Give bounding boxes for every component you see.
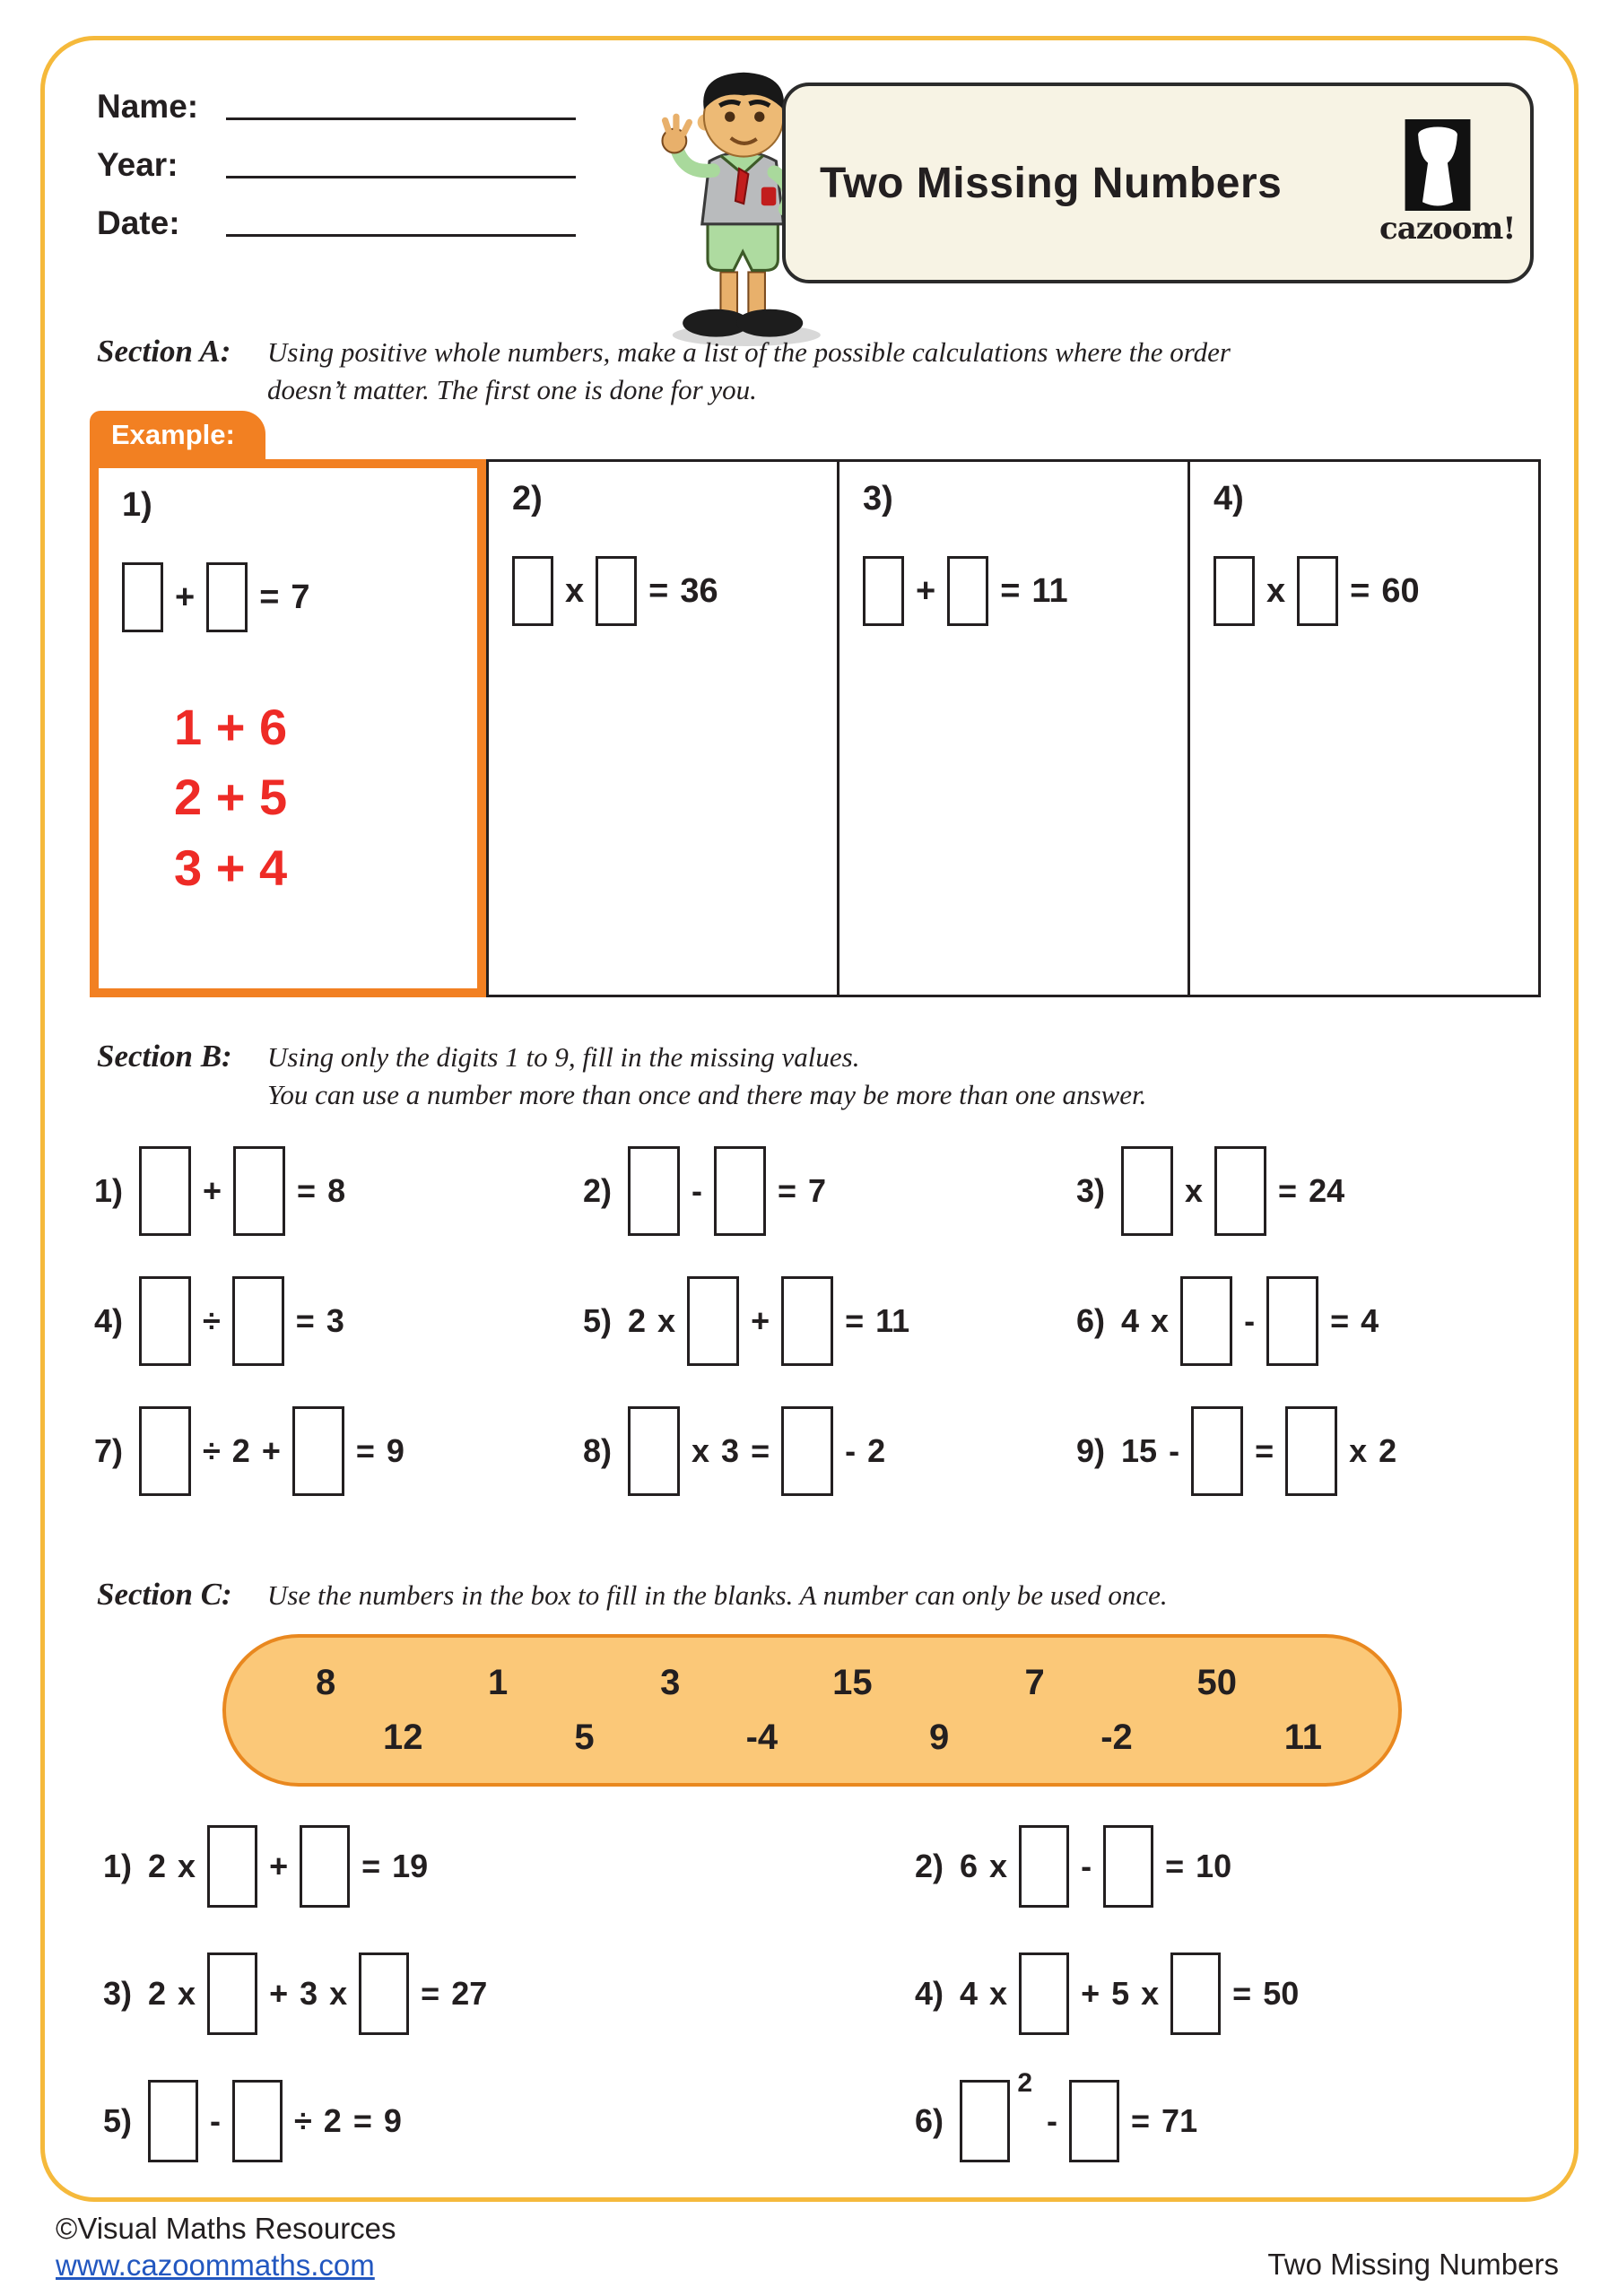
equation [1121, 1276, 1379, 1366]
logo-wordmark: cazoom! [1379, 211, 1516, 247]
answer-box[interactable] [1103, 1825, 1153, 1908]
answer-box[interactable] [292, 1406, 344, 1496]
section-c-instruction-line1: Use the numbers in the box to fill in the blanks. A number can only be used once. [267, 1579, 1168, 1611]
problem-number: 3) [1076, 1172, 1106, 1209]
section-b-label: Section B: [97, 1039, 232, 1074]
answer-box[interactable] [1170, 1952, 1221, 2035]
equation-text: = [1255, 1432, 1274, 1469]
equation-text: x [989, 1975, 1008, 2012]
equation-text: - [845, 1432, 857, 1469]
equation-text: 27 [451, 1975, 488, 2012]
answer-box[interactable] [1019, 1825, 1069, 1908]
equation-text: = [778, 1172, 797, 1209]
section-c-problems [103, 1825, 1543, 2162]
equation-text: + [203, 1172, 222, 1209]
problem-item [915, 2068, 1543, 2162]
answer-box[interactable] [232, 1276, 284, 1366]
equation-text: = [1131, 2102, 1151, 2139]
equation [628, 1276, 909, 1366]
answer-box[interactable] [1214, 556, 1255, 626]
equation-text: + [1081, 1975, 1100, 2012]
answer-box[interactable] [1266, 1276, 1318, 1366]
equation-text: - [692, 1172, 703, 1209]
section-b-heading [97, 1039, 1146, 1114]
equation-text: 15 [1121, 1432, 1158, 1469]
equation-text: 3 [326, 1302, 344, 1339]
equation-text: 36 [680, 571, 718, 610]
equation-text: - [210, 2102, 222, 2139]
djembe-drum-icon [1405, 119, 1471, 211]
answer-box[interactable] [781, 1406, 833, 1496]
equation-text: = [355, 1432, 375, 1469]
equation-text: 2 [148, 1848, 167, 1884]
answer-box[interactable] [122, 562, 163, 632]
problem-item [583, 1146, 1076, 1236]
year-field-row [97, 141, 576, 184]
equation-text: - [1244, 1302, 1256, 1339]
answer-box[interactable] [1214, 1146, 1266, 1236]
answer-box[interactable] [139, 1146, 191, 1236]
problem-item [583, 1406, 1076, 1496]
problem-item [1076, 1406, 1538, 1496]
equation [1121, 1406, 1396, 1496]
equation [148, 1825, 428, 1908]
answer-box[interactable] [960, 2068, 1033, 2162]
copyright-text: ©Visual Maths Resources [56, 2212, 396, 2245]
equation-text: = [297, 1172, 317, 1209]
name-field-row [97, 83, 576, 126]
equation-text: = [648, 571, 669, 610]
equation-text: 2 [148, 1975, 167, 2012]
answer-box[interactable] [1019, 1952, 1069, 2035]
page-title: Two Missing Numbers [820, 159, 1283, 207]
problem-number: 2) [512, 480, 543, 517]
name-label: Name: [97, 88, 199, 125]
problem-number: 6) [1076, 1302, 1106, 1339]
problem-item [94, 1406, 583, 1496]
title-box [782, 83, 1534, 283]
answer-box[interactable] [687, 1276, 739, 1366]
example-answers [122, 692, 454, 903]
equation [1214, 556, 1420, 626]
equation-text: 3 [300, 1975, 318, 2012]
section-b-instructions [267, 1039, 1146, 1114]
equation-text: 4 [960, 1975, 979, 2012]
equation-text: 24 [1309, 1172, 1345, 1209]
problem-number: 6) [915, 2102, 944, 2139]
example-tab: Example: [90, 411, 265, 461]
answer-box[interactable] [232, 2080, 283, 2162]
answer-box[interactable] [206, 562, 248, 632]
equation-text: + [269, 1848, 289, 1884]
equation-text: + [175, 578, 196, 616]
equation-text: = [421, 1975, 440, 2012]
section-b-instruction-line2: You can use a number more than once and there may be more than one answer. [267, 1078, 1147, 1110]
year-input-line[interactable] [226, 176, 576, 178]
problem-number: 8) [583, 1432, 613, 1469]
answer-box[interactable] [139, 1276, 191, 1366]
problem-item [103, 2080, 915, 2162]
equation-text: 4 [1361, 1302, 1379, 1339]
problem-number: 7) [94, 1432, 124, 1469]
equation-text: - [1081, 1848, 1092, 1884]
equation [628, 1146, 826, 1236]
answer-box[interactable] [1191, 1406, 1243, 1496]
problem-item [583, 1276, 1076, 1366]
section-c-instructions [267, 1577, 1168, 1614]
equation-text: ÷ [294, 2102, 312, 2139]
equation-text: x [1266, 571, 1286, 610]
number-bank [222, 1634, 1402, 1787]
equation [122, 562, 310, 632]
problem-number: 5) [583, 1302, 613, 1339]
problem-number: 1) [122, 486, 152, 524]
equation-text: x [329, 1975, 348, 2012]
section-b-instruction-line1: Using only the digits 1 to 9, fill in the missing values. [267, 1041, 860, 1073]
equation-text: = [1165, 1848, 1185, 1884]
equation-text: = [295, 1302, 315, 1339]
equation [139, 1276, 344, 1366]
equation-text: = [352, 2102, 372, 2139]
section-a-label: Section A: [97, 334, 231, 369]
equation-text: = [259, 578, 280, 616]
equation-text: + [916, 571, 936, 610]
equation-text: x [1185, 1172, 1204, 1209]
equation [628, 1406, 885, 1496]
equation-text: x [1141, 1975, 1160, 2012]
equation-text: = [751, 1432, 770, 1469]
answer-box[interactable] [628, 1146, 680, 1236]
equation-text: 3 [721, 1432, 740, 1469]
date-field-row [97, 199, 576, 242]
equation [960, 1825, 1231, 1908]
equation-text: 8 [327, 1172, 346, 1209]
year-label: Year: [97, 146, 178, 183]
exponent-label: 2 [1017, 2068, 1033, 2098]
section-c-heading [97, 1577, 1168, 1614]
answer-box[interactable] [207, 1952, 257, 2035]
example-problem-cell [90, 459, 486, 997]
number-option: -2 [1100, 1718, 1133, 1757]
equation-text: 5 [1111, 1975, 1130, 2012]
section-c-label: Section C: [97, 1577, 232, 1612]
equation-text: = [1330, 1302, 1350, 1339]
equation [139, 1406, 404, 1496]
equation-text: 71 [1161, 2102, 1198, 2139]
equation-text: 11 [875, 1302, 910, 1339]
footer-credits [56, 2210, 396, 2284]
equation [960, 2068, 1198, 2162]
number-bank-row2 [289, 1718, 1335, 1758]
problem-cell [1187, 459, 1541, 997]
problem-number: 1) [94, 1172, 124, 1209]
equation-text: 10 [1196, 1848, 1232, 1884]
example-answer: 3 + 4 [174, 839, 288, 896]
problem-number: 4) [915, 1975, 944, 2012]
answer-box[interactable] [1180, 1276, 1232, 1366]
problem-number: 9) [1076, 1432, 1106, 1469]
equation-text: x [178, 1975, 196, 2012]
answer-box[interactable] [714, 1146, 766, 1236]
answer-box[interactable] [781, 1276, 833, 1366]
answer-box[interactable] [300, 1825, 350, 1908]
equation-text: 50 [1263, 1975, 1300, 2012]
answer-box[interactable] [512, 556, 553, 626]
equation-text: - [1169, 1432, 1180, 1469]
equation-text: 2 [1379, 1432, 1397, 1469]
footer-doc-title: Two Missing Numbers [1267, 2248, 1559, 2281]
equation-text: + [261, 1432, 281, 1469]
equation [863, 556, 1068, 626]
problem-item [1076, 1276, 1538, 1366]
equation-text: 6 [960, 1848, 979, 1884]
problem-number: 3) [863, 480, 893, 517]
problem-item [1076, 1146, 1538, 1236]
number-option: 50 [1196, 1663, 1237, 1702]
name-input-line[interactable] [226, 117, 576, 120]
equation-text: = [361, 1848, 381, 1884]
equation-text: - [1047, 2102, 1058, 2139]
equation-text: + [751, 1302, 770, 1339]
section-a-instruction-line1: Using positive whole numbers, make a list of the possible calculations where the order [267, 336, 1231, 368]
answer-box[interactable] [207, 1825, 257, 1908]
equation-text: ÷ [203, 1432, 221, 1469]
answer-box[interactable] [148, 2080, 198, 2162]
equation-text: 7 [808, 1172, 827, 1209]
equation [1121, 1146, 1344, 1236]
equation-text: x [692, 1432, 710, 1469]
equation-text: 2 [628, 1302, 647, 1339]
problem-item [915, 1825, 1543, 1908]
equation-text: 2 [323, 2102, 342, 2139]
number-bank-row1 [289, 1663, 1335, 1703]
answer-box[interactable] [1285, 1406, 1337, 1496]
number-option: 9 [929, 1718, 950, 1757]
student-info-fields [97, 83, 576, 257]
number-option: 8 [316, 1663, 336, 1702]
equation-text: 9 [386, 1432, 404, 1469]
number-option: 11 [1283, 1718, 1322, 1757]
equation-text: 19 [392, 1848, 429, 1884]
equation-text: = [845, 1302, 865, 1339]
problem-item [103, 1952, 915, 2035]
equation-text: 60 [1381, 571, 1420, 610]
problem-number: 5) [103, 2102, 133, 2139]
section-a-heading [97, 334, 1231, 409]
equation-text: x [565, 571, 585, 610]
answer-box[interactable] [863, 556, 904, 626]
number-option: -4 [745, 1718, 779, 1757]
problem-cell [486, 459, 839, 997]
equation-text: 11 [1031, 571, 1068, 610]
cazoom-logo [1379, 119, 1516, 247]
section-a-problem-grid [90, 459, 1541, 997]
example-answer: 2 + 5 [174, 769, 288, 826]
answer-box[interactable] [628, 1406, 680, 1496]
problem-number: 1) [103, 1848, 133, 1884]
equation-text: x [178, 1848, 196, 1884]
answer-box[interactable] [359, 1952, 409, 2035]
equation-text: = [1232, 1975, 1252, 2012]
equation [960, 1952, 1299, 2035]
equation-text: x [1151, 1302, 1170, 1339]
number-option: 12 [383, 1718, 423, 1757]
answer-box[interactable] [596, 556, 637, 626]
problem-item [94, 1276, 583, 1366]
equation-text: ÷ [203, 1302, 221, 1339]
answer-box[interactable] [1121, 1146, 1173, 1236]
problem-number: 2) [915, 1848, 944, 1884]
problem-item [103, 1825, 915, 1908]
website-link[interactable]: www.cazoommaths.com [56, 2248, 375, 2283]
equation-text: x [657, 1302, 676, 1339]
equation-text: 9 [383, 2102, 402, 2139]
equation-text: 7 [291, 578, 310, 616]
answer-box[interactable] [233, 1146, 285, 1236]
example-answer: 1 + 6 [174, 699, 288, 755]
number-option: 3 [660, 1663, 681, 1702]
equation-text: = [1278, 1172, 1298, 1209]
equation-text: x [989, 1848, 1008, 1884]
number-option: 5 [574, 1718, 595, 1757]
equation-text: 2 [231, 1432, 250, 1469]
equation-text: = [1350, 571, 1370, 610]
answer-box[interactable] [1297, 556, 1338, 626]
equation [148, 1952, 487, 2035]
date-input-line[interactable] [226, 234, 576, 237]
answer-box[interactable] [1069, 2080, 1119, 2162]
number-option: 1 [488, 1663, 509, 1702]
answer-box[interactable] [947, 556, 988, 626]
problem-cell [837, 459, 1190, 997]
answer-box[interactable] [139, 1406, 191, 1496]
number-option: 15 [832, 1663, 873, 1702]
equation [139, 1146, 345, 1236]
equation-text: + [269, 1975, 289, 2012]
equation [148, 2080, 402, 2162]
section-b-problems [94, 1146, 1538, 1496]
problem-number: 2) [583, 1172, 613, 1209]
problem-number: 4) [94, 1302, 124, 1339]
section-a-instructions [267, 334, 1231, 409]
equation [512, 556, 718, 626]
equation-text: = [1000, 571, 1021, 610]
problem-item [94, 1146, 583, 1236]
number-option: 7 [1024, 1663, 1045, 1702]
problem-number: 4) [1214, 480, 1244, 517]
problem-number: 3) [103, 1975, 133, 2012]
date-label: Date: [97, 204, 180, 241]
equation-text: 2 [867, 1432, 886, 1469]
equation-text: x [1349, 1432, 1368, 1469]
equation-text: 4 [1121, 1302, 1140, 1339]
section-a-instruction-line2: doesn’t matter. The first one is done for you. [267, 373, 757, 405]
problem-item [915, 1952, 1543, 2035]
